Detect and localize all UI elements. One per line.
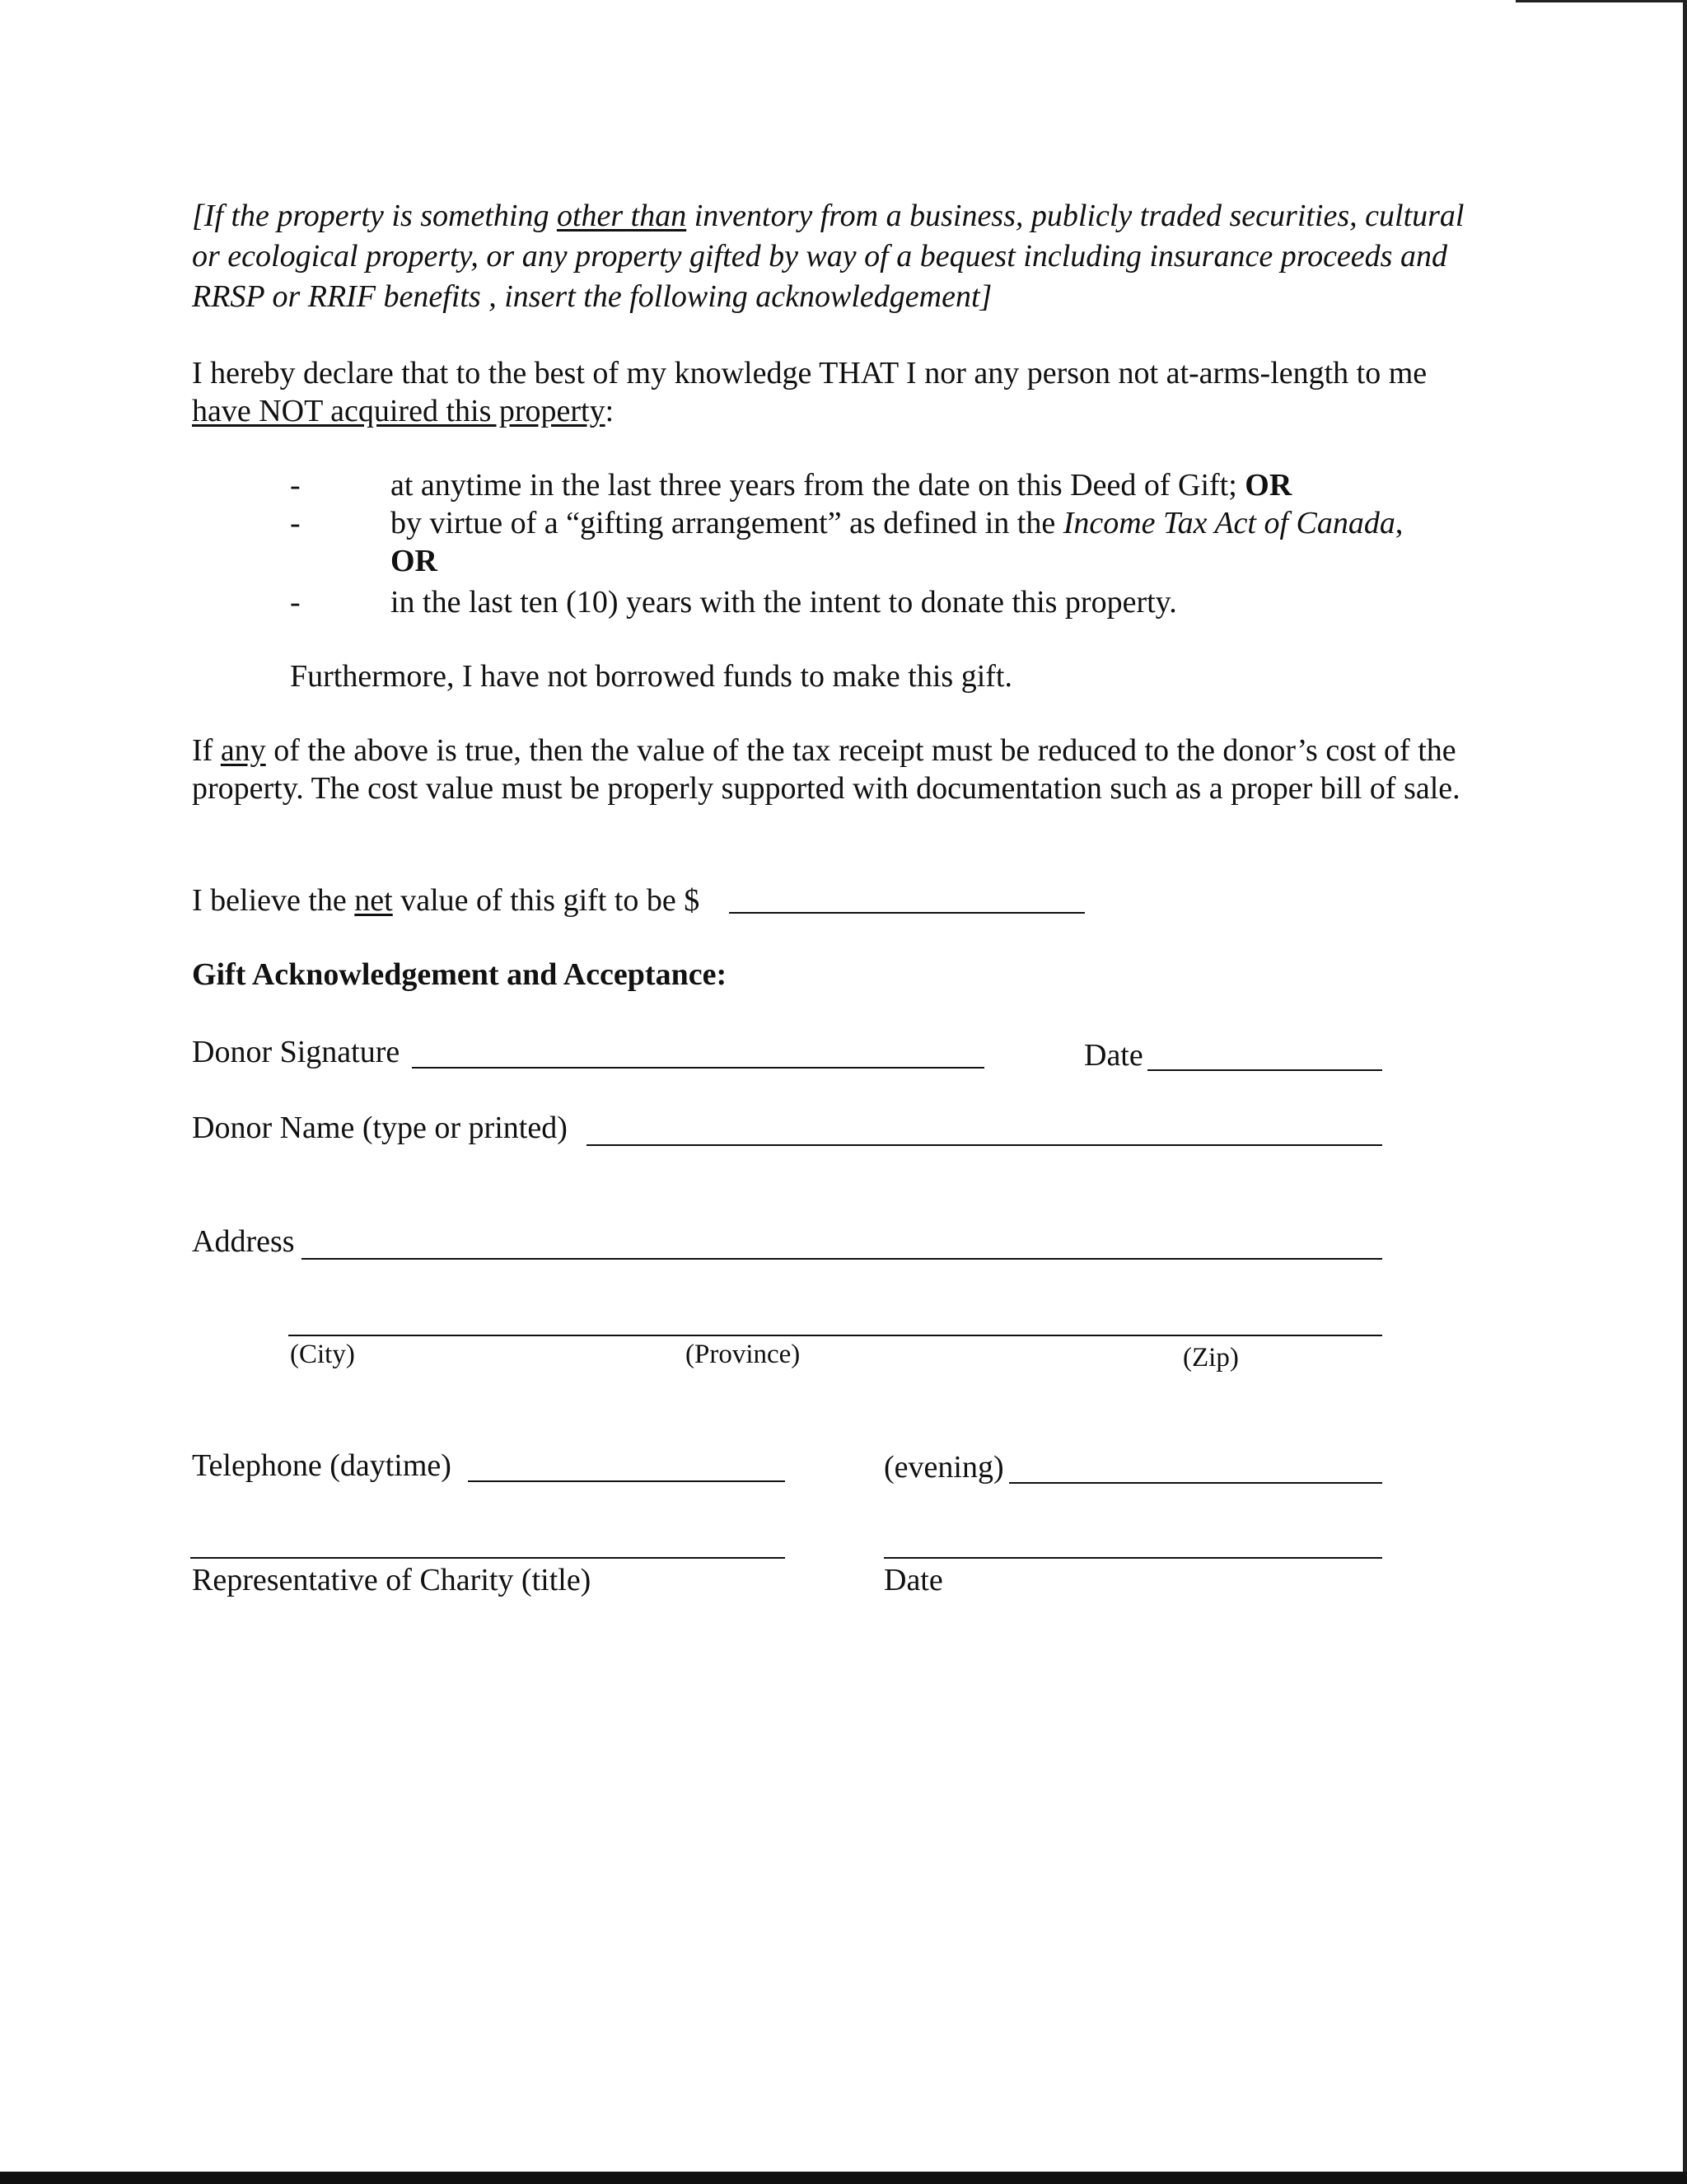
net-value-post: value of this gift to be $	[392, 883, 700, 918]
scan-edge-right	[1683, 0, 1687, 2184]
net-value-statement	[192, 882, 699, 919]
bullet-2-comma: ,	[1395, 506, 1404, 540]
address-line[interactable]	[301, 1258, 1382, 1260]
donor-signature-label: Donor Signature	[192, 1035, 400, 1069]
city-province-zip-line[interactable]	[288, 1335, 1382, 1336]
zip-label: (Zip)	[1183, 1343, 1239, 1373]
representative-date-label: Date	[884, 1563, 943, 1597]
bullet-dash: -	[290, 585, 301, 620]
city-label: (City)	[290, 1340, 355, 1369]
if-any-paragraph	[192, 732, 1485, 807]
section-heading: Gift Acknowledgement and Acceptance:	[192, 957, 727, 992]
telephone-daytime-line[interactable]	[468, 1480, 785, 1482]
intro-other-than: other than	[556, 199, 687, 233]
representative-label: Representative of Charity (title)	[192, 1563, 591, 1597]
address-label: Address	[192, 1224, 295, 1259]
donor-signature-line[interactable]	[412, 1067, 984, 1069]
province-label: (Province)	[685, 1340, 801, 1369]
date-line[interactable]	[1147, 1069, 1382, 1071]
bullet-dash: -	[290, 468, 301, 503]
scan-edge-top	[1516, 0, 1687, 2]
intro-part1: [If the property is something	[192, 199, 557, 233]
bullet-1-or: OR	[1245, 468, 1292, 503]
date-label: Date	[1084, 1038, 1143, 1073]
net-value-pre: I believe the	[192, 883, 355, 918]
if-any-pre: If	[192, 733, 221, 768]
declaration-paragraph	[192, 354, 1485, 430]
donor-name-label: Donor Name (type or printed)	[192, 1111, 568, 1145]
furthermore-statement: Furthermore, I have not borrowed funds to make this gift.	[290, 659, 1012, 694]
bullet-1-text: at anytime in the last three years from the date on this Deed of Gift;	[390, 468, 1245, 503]
bullet-item-3: in the last ten (10) years with the intent to donate this property.	[390, 585, 1177, 620]
net-value-line[interactable]	[729, 912, 1085, 914]
declaration-underlined: have NOT acquired this property	[192, 394, 605, 428]
intro-instruction	[192, 196, 1477, 317]
bullet-2-act: Income Tax Act of Canada	[1063, 506, 1395, 540]
if-any-underlined: any	[220, 733, 266, 768]
representative-date-line[interactable]	[884, 1557, 1382, 1559]
bullet-2-or: OR	[390, 544, 437, 578]
if-any-post: of the above is true, then the value of the tax receipt must be reduced to the donor’s cost of the property. The cost value must be properly supported with documentation such as a proper bill of sale.	[192, 733, 1460, 806]
net-value-net: net	[354, 883, 393, 918]
evening-label: (evening)	[884, 1450, 1004, 1485]
donor-name-line[interactable]	[586, 1144, 1382, 1146]
bullet-item-2	[390, 504, 1478, 580]
representative-line[interactable]	[190, 1557, 785, 1559]
telephone-evening-line[interactable]	[1009, 1482, 1382, 1484]
declaration-text: I hereby declare that to the best of my knowledge THAT I nor any person not at-arms-length to me	[192, 356, 1428, 391]
scan-edge-bottom	[0, 2172, 1687, 2184]
declaration-end: :	[605, 394, 615, 428]
bullet-dash: -	[290, 506, 301, 540]
intro-part2: inventory from a business, publicly traded securities, cultural or ecological property, or any property gifted by way of a bequest including insurance proceeds and RRSP or RRIF benefits , insert the following acknowledgement]	[192, 199, 1465, 314]
bullet-item-1	[390, 466, 1478, 504]
bullet-2-text: by virtue of a “gifting arrangement” as defined in the	[390, 506, 1063, 540]
telephone-daytime-label: Telephone (daytime)	[192, 1448, 451, 1483]
